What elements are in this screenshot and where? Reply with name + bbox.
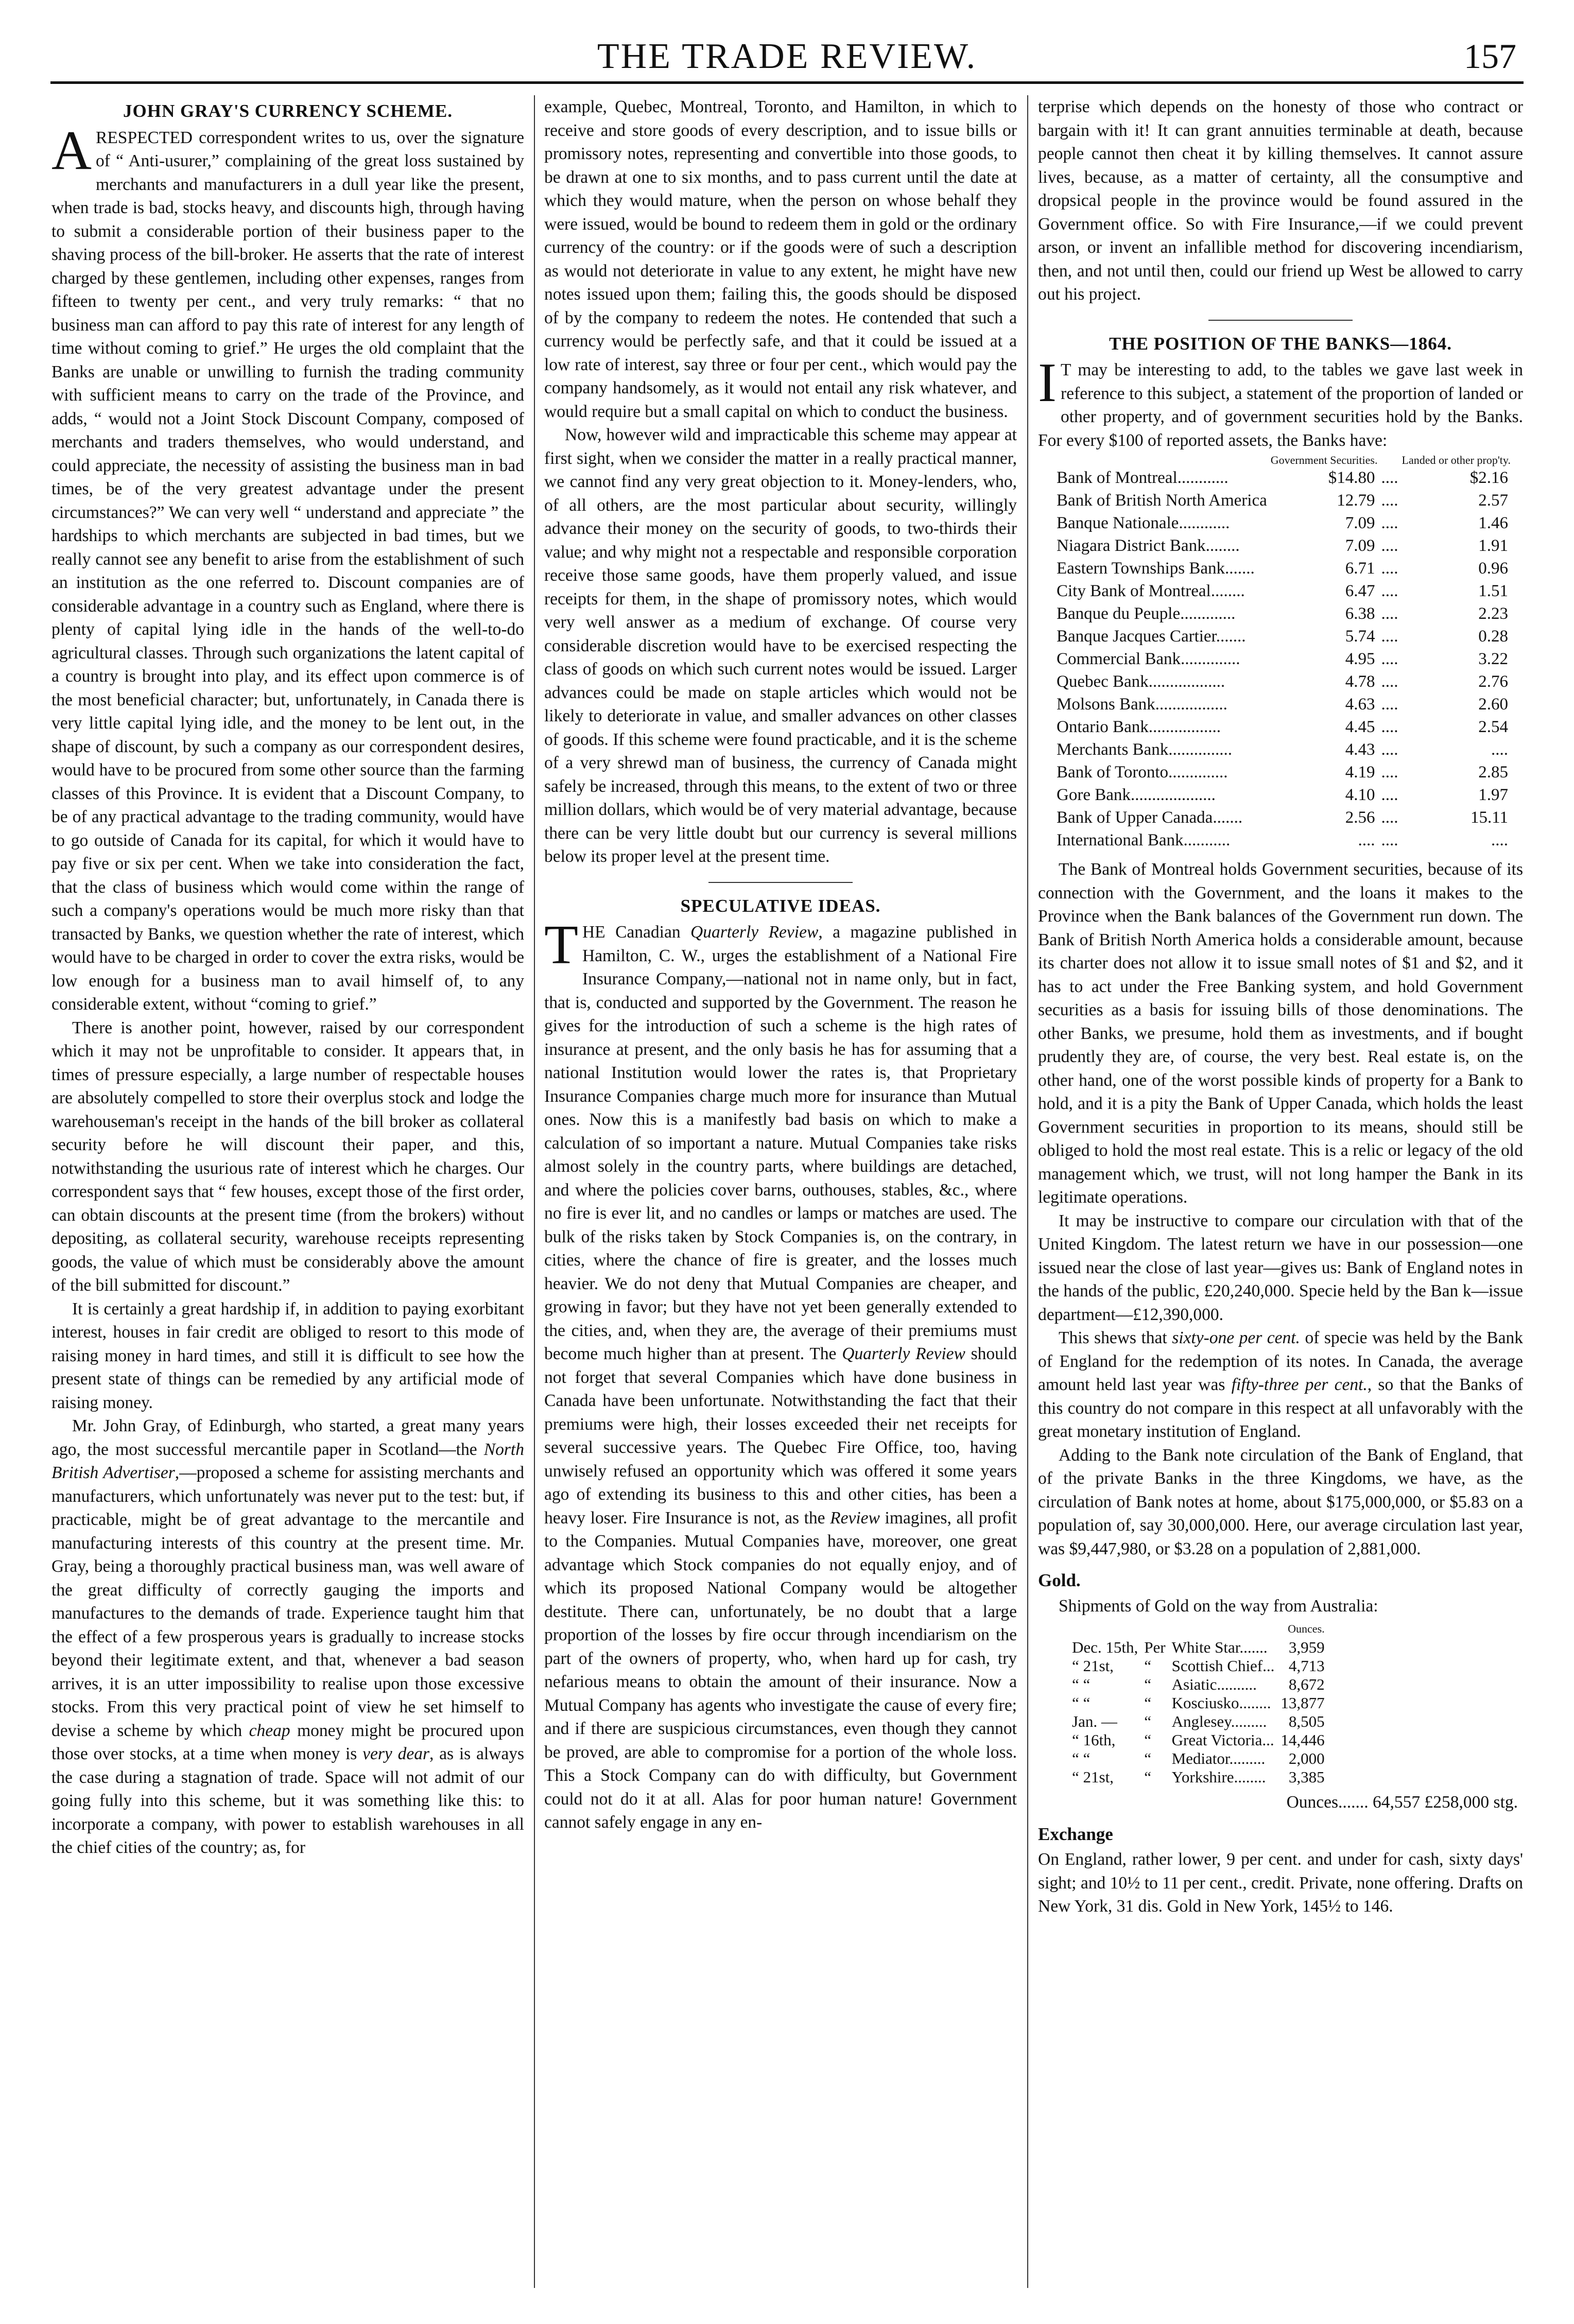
paragraph-text: money might be procured upon those over stocks, at a time when money is <box>51 1721 524 1763</box>
row-leader: .... <box>1381 582 1398 600</box>
row-leader: .... <box>1381 808 1398 827</box>
shipment-per: Per <box>1144 1638 1166 1656</box>
table-row <box>1053 738 1511 761</box>
gov-securities: 4.78 <box>1345 672 1375 691</box>
article-heading: JOHN GRAY'S CURRENCY SCHEME. <box>123 101 453 121</box>
shipment-oz: 8,505 <box>1288 1712 1325 1730</box>
banks-table-body <box>1053 466 1511 852</box>
shipment-date: “ 21st, <box>1072 1768 1114 1786</box>
table-row <box>1053 784 1511 806</box>
row-leader: .... <box>1381 763 1398 782</box>
shipment-date: “ “ <box>1072 1694 1091 1712</box>
gov-securities: 6.38 <box>1345 604 1375 623</box>
shipment-per: “ <box>1144 1768 1152 1786</box>
table-row <box>1069 1768 1328 1787</box>
gov-securities: 4.45 <box>1345 718 1375 736</box>
gov-securities: 4.43 <box>1345 740 1375 759</box>
drop-cap: A <box>51 119 92 181</box>
shipment-date: Jan. — <box>1072 1712 1117 1730</box>
paragraph-text: This shews that <box>1059 1328 1172 1347</box>
gov-securities: 4.95 <box>1345 650 1375 668</box>
paragraph: terprise which depends on the honesty of those who contract or bargain with it! It can grant annuities terminable at death, because people cannot then cheat it by killing themselves. It cannot assure lives, because, as a matter of certainty, all the consumptive and dropsical people in the province would be found assured in the Government office. So with Fire Insurance,—if we could prevent arson, or invent an infallible method for discovering incendiarism, then, and not until then, could our friend up West be allowed to carry out his project. <box>1038 97 1523 304</box>
table-row <box>1069 1712 1328 1731</box>
row-leader: .... <box>1381 514 1398 532</box>
publication-title: THE TRADE REVIEW. <box>597 37 977 76</box>
italic-text: cheap <box>249 1721 290 1740</box>
paragraph-text: , so that the Banks of this country do not compare in this respect at all unfavorably with the great monetary institution of England. <box>1038 1375 1523 1441</box>
section-heading: Exchange <box>1038 1824 1113 1844</box>
bank-name: Bank of Upper Canada....... <box>1057 808 1243 827</box>
landed-property: 0.96 <box>1478 559 1508 578</box>
shipment-ship: Scottish Chief... <box>1171 1657 1275 1675</box>
gold-total: Ounces....... 64,557 £258,000 stg. <box>1286 1793 1518 1812</box>
row-leader: .... <box>1381 627 1398 646</box>
gov-securities: 4.63 <box>1345 695 1375 714</box>
paragraph-text: imagines, all profit to the Companies. Mutual Companies have, moreover, one great advantage which Stock companies do not equally enjoy, and of which its proposed National Company would be altogether destitute. There can, unfortunately, be no doubt that a large proportion of the losses by fire occur through incendiarism on the part of the owners of property, who, when hard up for cash, try nefarious means to obtain the amount of their insurance. Now a Mutual Company has agents who investigate the cause of every fire; and if there are suspicious circumstances, even though they cannot be proved, are able to compromise for a portion of the whole loss. This a Stock Company can do with difficulty, but Government could not do it at all. Alas for poor human nature! Government cannot safely engage in any en- <box>544 1508 1017 1832</box>
row-leader: .... <box>1381 695 1398 714</box>
row-leader: .... <box>1381 536 1398 555</box>
row-leader: .... <box>1381 786 1398 804</box>
landed-property: 2.23 <box>1478 604 1508 623</box>
row-leader: .... <box>1381 740 1398 759</box>
row-leader: .... <box>1381 604 1398 623</box>
landed-property: 1.97 <box>1478 786 1508 804</box>
landed-property: .... <box>1491 740 1508 759</box>
row-leader: .... <box>1381 672 1398 691</box>
shipment-ship: Asiatic.......... <box>1171 1675 1257 1693</box>
table-row <box>1053 466 1511 489</box>
paragraph: Now, however wild and impracticable this scheme may appear at first sight, when we consider the matter in a really practical manner, we cannot find any very great objection to it. Money-lenders, who, of all others, are the most particular about security, willingly advance their money on the security of goods, to two-thirds their value; and why might not a respectable and responsible corporation receive those same goods, have them properly valued, and issue receipts for them, in the shape of promissory notes, which would very well answer as a medium of exchange. Of course very considerable discretion would have to be exercised respecting the class of goods on which such current notes would be issued. Larger advances could be made on staple articles which would not be likely to deteriorate in value, and smaller advances on other classes of goods. If this scheme were found practicable, and it is the scheme of a very shrewd man of business, the currency of Canada might safely be increased, through this means, to the extent of two or three million dollars, which would be of very material advantage, because there can be very little doubt but our currency is several millions below its proper level at the present time. <box>544 425 1017 866</box>
bank-name: Banque du Peuple............. <box>1057 604 1236 623</box>
paragraph-text: , as is always the case during a stagnation of trade. Space will not admit of our going fully into this scheme, but it was something like this: to incorporate a company, with power to establish warehouses in all the chief cities of the country; as, for <box>51 1744 524 1857</box>
landed-property: 1.91 <box>1478 536 1508 555</box>
bank-name: Niagara District Bank........ <box>1057 536 1240 555</box>
column-1 <box>51 95 524 2288</box>
italic-text: Quarterly Review <box>690 923 819 942</box>
shipment-oz: 8,672 <box>1288 1675 1325 1693</box>
gov-securities: 6.47 <box>1345 582 1375 600</box>
shipment-date: Dec. 15th, <box>1072 1638 1138 1656</box>
paragraph-text: RESPECTED correspondent writes to us, over the signature of “ Anti-usurer,” complaining of the great loss sustained by merchants and manufacturers in a dull year like the present, when trade is bad, stocks heavy, and discounts high, through having to submit a considerable portion of their business paper to the shaving process of the bill-broker. He asserts that the rate of interest charged by these gentlemen, including other expenses, ranges from fifteen to twenty per cent., and very truly remarks: “ that no business man can afford to pay this rate of interest for any length of time without coming to grief.” He urges the old complaint that the Banks are unable or unwilling to furnish the trading community with sufficient means to carry on the trade of the Province, and adds, “ would not a Joint Stock Discount Company, composed of merchants and traders themselves, who would understand, and could appreciate, the necessity of assisting the business man in bad times, be of the very greatest advantage under the present circumstances?” We can very well “ understand and appreciate ” the hardships to which merchants are subjected in bad times, but we really cannot see any benefit to arise from the establishment of such an institution as the one referred to. Discount companies are of considerable advantage in a country such as England, where there is plenty of capital lying idle in the hands of the well-to-do agricultural classes. Through such organizations the latent capital of a country is brought into play, and its effect upon commerce is of the most beneficial character; but, unfortunately, in Canada there is very little capital lying idle, and the money to be lent out, in the shape of discount, by such a company as our correspondent desires, would have to be procured from some other source than the farming classes of this Province. It is evident that a Discount Company, to be of any practical advantage to the trading community, would have to go outside of Canada for its capital, for which it would have to pay five or six per cent. When we take into consideration the fact, that the class of business which would come within the range of such a company's operations would be much more risky than that transacted by Banks, we question whether the rate of interest, which would have to be charged in order to cover the extra risks, would be low enough for a business man to avail himself of, to any considerable extent, without “coming to grief.” <box>51 128 524 1014</box>
paragraph <box>544 914 1017 1834</box>
table-row <box>1069 1731 1328 1749</box>
shipment-oz: 3,385 <box>1288 1768 1325 1786</box>
table-row <box>1053 580 1511 602</box>
article-heading: SPECULATIVE IDEAS. <box>680 895 881 916</box>
shipment-date: “ “ <box>1072 1749 1091 1767</box>
table-row <box>1053 716 1511 738</box>
landed-property: 2.57 <box>1478 491 1508 510</box>
table-row <box>1053 761 1511 784</box>
table-row <box>1053 512 1511 534</box>
row-leader: .... <box>1381 831 1398 849</box>
shipment-ship: Great Victoria... <box>1171 1731 1274 1749</box>
landed-property: 3.22 <box>1478 650 1508 668</box>
shipment-oz: 13,877 <box>1281 1694 1325 1712</box>
column-header: Ounces. <box>1288 1622 1325 1635</box>
table-row <box>1053 557 1511 580</box>
paragraph: On England, rather lower, 9 per cent. and under for cash, sixty days' sight; and 10½ to 11 per cent., credit. Private, none offering. Drafts on New York, 31 dis. Gold in New York, 145½ to 146. <box>1038 1850 1523 1916</box>
gov-securities: 6.71 <box>1345 559 1375 578</box>
paragraph-text: T may be interesting to add, to the tables we gave last week in reference to this subject, a statement of the proportion of landed or other property, and of government securities hold by the Banks. For every $100 of reported assets, the Banks have: <box>1038 360 1523 450</box>
paragraph-text: should not forget that several Companies which have done business in Canada have been unfortunate. Notwithstanding the fact that their premiums were high, their losses exceeded their net receipts for several successive years. The Quebec Fire Office, too, having unwisely refused an opportunity which was offered it some years ago of extending its business to this and other cities, has been a heavy loser. Fire Insurance is not, as the <box>544 1344 1017 1528</box>
shipment-ship: Kosciusko........ <box>1171 1694 1271 1712</box>
column-header: Government Securities. <box>1270 454 1378 466</box>
paragraph-text: Mr. John Gray, of Edinburgh, who started, a great many years ago, the most successful mercantile paper in Scotland—the <box>51 1416 524 1459</box>
shipment-oz: 3,959 <box>1288 1638 1325 1656</box>
bank-name: Gore Bank.................... <box>1057 786 1216 804</box>
paragraph <box>1038 1326 1523 1444</box>
page-number: 157 <box>1464 37 1516 76</box>
bank-name: Merchants Bank............... <box>1057 740 1232 759</box>
bank-name: Quebec Bank.................. <box>1057 672 1225 691</box>
drop-cap: I <box>1038 352 1057 413</box>
table-row <box>1053 670 1511 693</box>
paragraph: There is another point, however, raised by our correspondent which it may not be unprofitable to consider. It appears that, in times of pressure especially, a large number of respectable houses are absolutely compelled to store their overplus stock and lodge the warehouseman's receipt in the hands of the bill broker as collateral security before he will discount their paper, and this, notwithstanding the usurious rate of interest which he charges. Our correspondent says that “ few houses, except those of the first order, can obtain discounts at the present time (from the brokers) without depositing, as collateral security, warehouse receipts representing goods, the value of which must be considerably above the amount of the bill submitted for discount.” <box>51 1018 524 1295</box>
table-row <box>1069 1675 1328 1694</box>
landed-property: $2.16 <box>1469 469 1508 487</box>
landed-property: 1.51 <box>1478 582 1508 600</box>
landed-property: 2.76 <box>1478 672 1508 691</box>
landed-property: 2.85 <box>1478 763 1508 782</box>
paragraph <box>1038 352 1523 452</box>
column-header: Landed or other prop'ty. <box>1402 454 1511 466</box>
paragraph: It is certainly a great hardship if, in addition to paying exorbitant interest, houses in fair credit are obliged to resort to this mode of raising money in hard times, and still it is difficult to see how the present state of things can be remedied by any artificial mode of raising money. <box>51 1299 524 1412</box>
bank-name: Banque Jacques Cartier....... <box>1057 627 1246 646</box>
drop-cap: T <box>544 914 578 976</box>
italic-text: sixty-one per cent. <box>1172 1328 1300 1347</box>
column-3 <box>1038 95 1523 2288</box>
gov-securities: 7.09 <box>1345 536 1375 555</box>
gov-securities: $14.80 <box>1328 469 1375 487</box>
gov-securities: .... <box>1358 831 1375 849</box>
italic-text: very dear <box>362 1744 429 1763</box>
landed-property: 1.46 <box>1478 514 1508 532</box>
paragraph: It may be instructive to compare our circulation with that of the United Kingdom. The latest return we have in our possession—one issued near the close of last year—gives us: Bank of England notes in the hands of the public, £20,240,000. Specie held by the Ban k—issue department—£12,390,000. <box>1038 1211 1523 1324</box>
shipment-oz: 4,713 <box>1288 1657 1325 1675</box>
shipment-per: “ <box>1144 1731 1152 1749</box>
page-header <box>0 14 1574 81</box>
paragraph-text: of specie was held by the Bank of England for the redemption of its notes. In Canada, the average amount held last year was <box>1038 1328 1523 1394</box>
section-separator <box>1208 320 1353 321</box>
column-divider <box>534 95 535 2288</box>
row-leader: .... <box>1381 718 1398 736</box>
section-heading: Gold. <box>1038 1570 1081 1590</box>
landed-property: 2.54 <box>1478 718 1508 736</box>
section-separator <box>708 882 853 883</box>
gov-securities: 4.10 <box>1345 786 1375 804</box>
italic-text: North British Advertiser <box>51 1440 524 1482</box>
shipment-per: “ <box>1144 1675 1152 1693</box>
shipment-oz: 14,446 <box>1281 1731 1325 1749</box>
table-row <box>1069 1694 1328 1712</box>
shipment-per: “ <box>1144 1657 1152 1675</box>
paragraph: Adding to the Bank note circulation of the Bank of England, that of the private Banks in the three Kingdoms, we have, as the circulation of Bank notes at home, about $175,000,000, or $5.83 on a population of, say 30,000,000. Here, our average circulation last year, was $9,447,980, or $3.28 on a population of 2,881,000. <box>1038 1445 1523 1558</box>
italic-text: fifty-three per cent. <box>1231 1375 1368 1394</box>
gold-shipments-table <box>1069 1620 1328 1787</box>
paragraph-text: HE Canadian <box>582 923 691 942</box>
bank-name: International Bank........... <box>1057 831 1231 849</box>
column-2 <box>544 95 1017 2288</box>
paragraph: Shipments of Gold on the way from Australia: <box>1059 1596 1378 1616</box>
landed-property: 15.11 <box>1470 808 1508 827</box>
table-row <box>1053 829 1511 852</box>
shipment-date: “ 21st, <box>1072 1657 1114 1675</box>
paragraph: The Bank of Montreal holds Government securities, because of its connection with the Government, and the loans it makes to the Province when the Bank balances of the Government run down. The Bank of British North America holds a considerable amount, because its charter does not allow it to issue small notes of $1 and $2, and it has to act under the Free Banking system, and hold Government securities as a basis for issuing bills of those denominations. The other Banks, we presume, hold them as investments, and if bought prudently they are, of course, the very best. Real estate is, on the other hand, one of the worst possible kinds of property for a Bank to hold, and it is a pity the Bank of Upper Canada, which holds the least Government securities in proportion to its means, should still be obliged to hold the most real estate. This is a relic or legacy of the old management which, we trust, will not long hamper the Bank in its legitimate operations. <box>1038 860 1523 1207</box>
banks-table <box>1053 454 1511 852</box>
bank-name: Bank of Montreal............ <box>1057 469 1229 487</box>
bank-name: City Bank of Montreal........ <box>1057 582 1245 600</box>
gov-securities: 7.09 <box>1345 514 1375 532</box>
gov-securities: 12.79 <box>1337 491 1375 510</box>
paragraph <box>51 1414 524 1860</box>
paragraph: example, Quebec, Montreal, Toronto, and Hamilton, in which to receive and store goods of every description, and to issue bills or promissory notes, representing and convertible into those goods, to be drawn at one to six months, and to pass current until the date at which they would mature, when the person on whose behalf they were issued, would be bound to redeem them in gold or the ordinary currency of the country: or if the goods were of such a description as would not deteriorate in value to any extent, he might have new notes issued upon them; failing this, the goods should be disposed of by the company to redeem the notes. He contended that such a currency would be perfectly safe, and that it could be issued at a low rate of interest, say three or four per cent., which would pay the company handsomely, as it would not entail any risk whatever, and would require but a small capital on which to conduct the business. <box>544 97 1017 421</box>
shipment-per: “ <box>1144 1694 1152 1712</box>
shipment-per: “ <box>1144 1749 1152 1767</box>
row-leader: .... <box>1381 650 1398 668</box>
bank-name: Ontario Bank................. <box>1057 718 1221 736</box>
table-row <box>1053 806 1511 829</box>
gov-securities: 2.56 <box>1345 808 1375 827</box>
paragraph-text: ,—proposed a scheme for assisting merchants and manufacturers, which unfortunately was never put to the test: but, if practicable, might be of great advantage to the mercantile and manufacturing interests of this country at the present time. Mr. Gray, being a thoroughly practical business man, was well aware of the great difficulty of correctly gauging the imports and manufactures to the demands of trade. Experience taught him that the effect of a few prosperous years is gradually to increase stocks beyond their legitimate extent, and that, whenever a bad season arrives, it is an utter impossibility to realise upon those excessive stocks. From this very practical point of view he set himself to devise a scheme by which <box>51 1463 524 1740</box>
italic-text: Quarterly Review <box>842 1344 965 1363</box>
shipment-ship: Yorkshire........ <box>1171 1768 1266 1786</box>
shipment-ship: White Star....... <box>1171 1638 1268 1656</box>
table-row <box>1053 534 1511 557</box>
shipment-date: “ 16th, <box>1072 1731 1116 1749</box>
table-row <box>1053 625 1511 648</box>
shipment-per: “ <box>1144 1712 1152 1730</box>
table-row <box>1053 602 1511 625</box>
row-leader: .... <box>1381 469 1398 487</box>
shipment-date: “ “ <box>1072 1675 1091 1693</box>
column-divider <box>1027 95 1028 2288</box>
bank-name: Bank of British North America <box>1057 491 1267 510</box>
table-row <box>1053 489 1511 512</box>
row-leader: .... <box>1381 491 1398 510</box>
table-row <box>1053 693 1511 716</box>
row-leader: .... <box>1381 559 1398 578</box>
italic-text: Review <box>830 1508 880 1528</box>
shipment-oz: 2,000 <box>1288 1749 1325 1767</box>
table-row <box>1069 1657 1328 1675</box>
bank-name: Banque Nationale............ <box>1057 514 1230 532</box>
bank-name: Eastern Townships Bank....... <box>1057 559 1255 578</box>
shipment-ship: Mediator......... <box>1171 1749 1266 1767</box>
landed-property: 2.60 <box>1478 695 1508 714</box>
bank-name: Commercial Bank.............. <box>1057 650 1240 668</box>
article-heading: THE POSITION OF THE BANKS—1864. <box>1109 333 1452 354</box>
bank-name: Molsons Bank................. <box>1057 695 1227 714</box>
paragraph-text: , a magazine published in Hamilton, C. W., urges the establishment of a National Fire Insurance Company,—national not in name only, but in fact, that is, conducted and supported by the Government. The reason he gives for the introduction of such a scheme is the high rates of insurance at present, and the only basis he has for assuming that a national Institution would lower the rates is, that Proprietary Insurance Companies charge much more for insurance than Mutual ones. Now this is a manifestly bad basis on which to make a calculation of so important a nature. Mutual Companies take risks almost solely in the country parts, where buildings are detached, and where the policies cover barns, outhouses, stables, &c., where no fire is ever lit, and no candles or lamps or matches are used. The bulk of the risks taken by Stock Companies is, on the contrary, in cities, where the chance of fire is greater, and the losses much heavier. We do not deny that Mutual Companies are cheaper, and growing in favor; but they have not yet been generally extended to the cities, and, when they are, the average of their premiums must become much higher than at present. The <box>544 923 1017 1363</box>
table-row <box>1069 1749 1328 1768</box>
gov-securities: 4.19 <box>1345 763 1375 782</box>
gold-shipments-body <box>1069 1638 1328 1787</box>
table-row <box>1053 648 1511 670</box>
shipment-ship: Anglesey......... <box>1171 1712 1267 1730</box>
bank-name: Bank of Toronto.............. <box>1057 763 1228 782</box>
landed-property: .... <box>1491 831 1508 849</box>
table-row <box>1069 1638 1328 1657</box>
header-rule <box>50 81 1524 84</box>
paragraph <box>51 119 524 1016</box>
landed-property: 0.28 <box>1478 627 1508 646</box>
gov-securities: 5.74 <box>1345 627 1375 646</box>
